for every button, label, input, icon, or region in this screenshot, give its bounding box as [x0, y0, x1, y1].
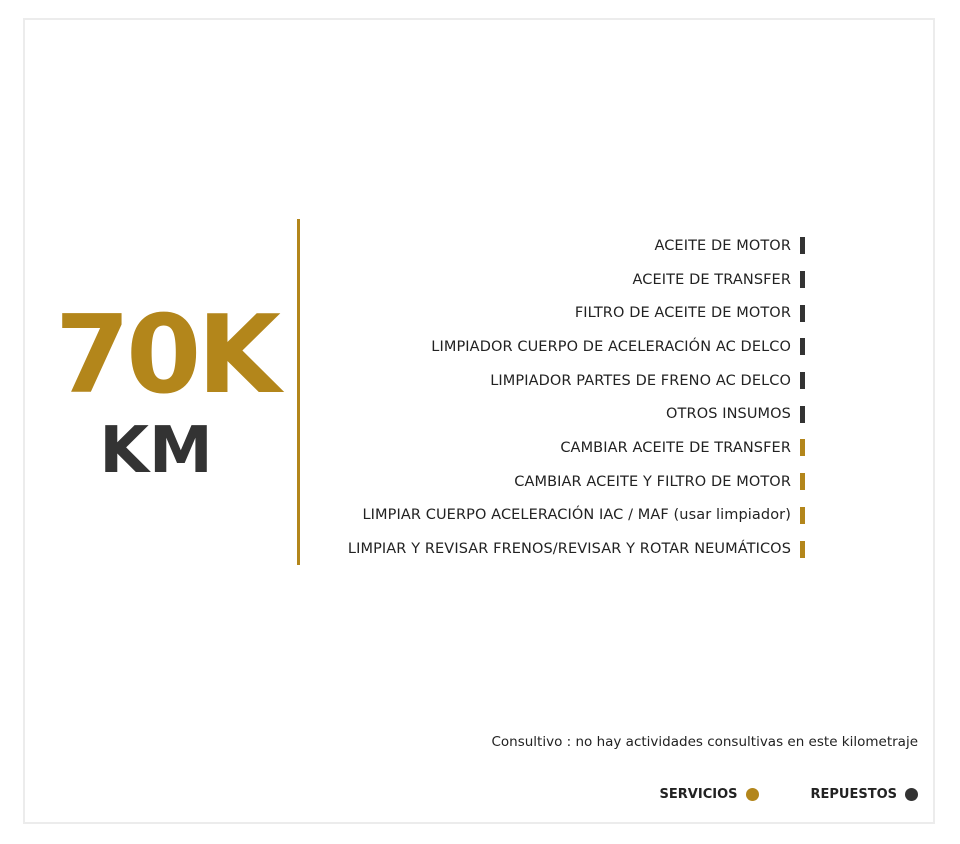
legend-repuestos: [811, 787, 919, 802]
mileage-value: 70K: [55, 293, 277, 418]
mileage-unit: KM: [99, 414, 213, 488]
list-item: [348, 465, 805, 499]
maintenance-items-list: [348, 229, 805, 566]
repuesto-marker-icon: [800, 305, 805, 322]
list-item: [348, 330, 805, 364]
repuesto-marker-icon: [800, 372, 805, 389]
repuesto-marker-icon: [800, 338, 805, 355]
list-item: [348, 397, 805, 431]
list-item: [348, 229, 805, 263]
list-item: [348, 431, 805, 465]
repuestos-dot-icon: [905, 788, 918, 801]
list-item: [348, 296, 805, 330]
list-item: [348, 263, 805, 297]
item-label: CAMBIAR ACEITE Y FILTRO DE MOTOR: [514, 473, 791, 490]
item-label: LIMPIAR CUERPO ACELERACIÓN IAC / MAF (usar limpiador): [362, 507, 791, 524]
servicio-marker-icon: [800, 541, 805, 558]
item-label: CAMBIAR ACEITE DE TRANSFER: [560, 439, 791, 456]
servicio-marker-icon: [800, 507, 805, 524]
vertical-divider: [297, 219, 300, 565]
item-label: FILTRO DE ACEITE DE MOTOR: [574, 305, 791, 322]
legend: [660, 787, 918, 802]
legend-repuestos-label: REPUESTOS: [810, 787, 897, 802]
item-label: LIMPIAR Y REVISAR FRENOS/REVISAR Y ROTAR NEUMÁTICOS: [347, 541, 791, 558]
servicios-dot-icon: [746, 788, 759, 801]
servicio-marker-icon: [800, 473, 805, 490]
item-label: ACEITE DE TRANSFER: [632, 271, 791, 288]
item-label: OTROS INSUMOS: [666, 406, 791, 423]
legend-servicios: [660, 787, 759, 802]
servicio-marker-icon: [800, 439, 805, 456]
list-item: [348, 364, 805, 398]
legend-servicios-label: SERVICIOS: [659, 787, 738, 802]
maintenance-card: [23, 18, 935, 824]
list-item: [348, 499, 805, 533]
mileage-block: [55, 293, 277, 488]
item-label: ACEITE DE MOTOR: [654, 237, 791, 254]
consultivo-note: Consultivo : no hay actividades consultivas en este kilometraje: [491, 734, 918, 750]
repuesto-marker-icon: [800, 271, 805, 288]
repuesto-marker-icon: [800, 406, 805, 423]
item-label: LIMPIADOR CUERPO DE ACELERACIÓN AC DELCO: [431, 338, 791, 355]
repuesto-marker-icon: [800, 237, 805, 254]
list-item: [348, 532, 805, 566]
item-label: LIMPIADOR PARTES DE FRENO AC DELCO: [490, 372, 791, 389]
